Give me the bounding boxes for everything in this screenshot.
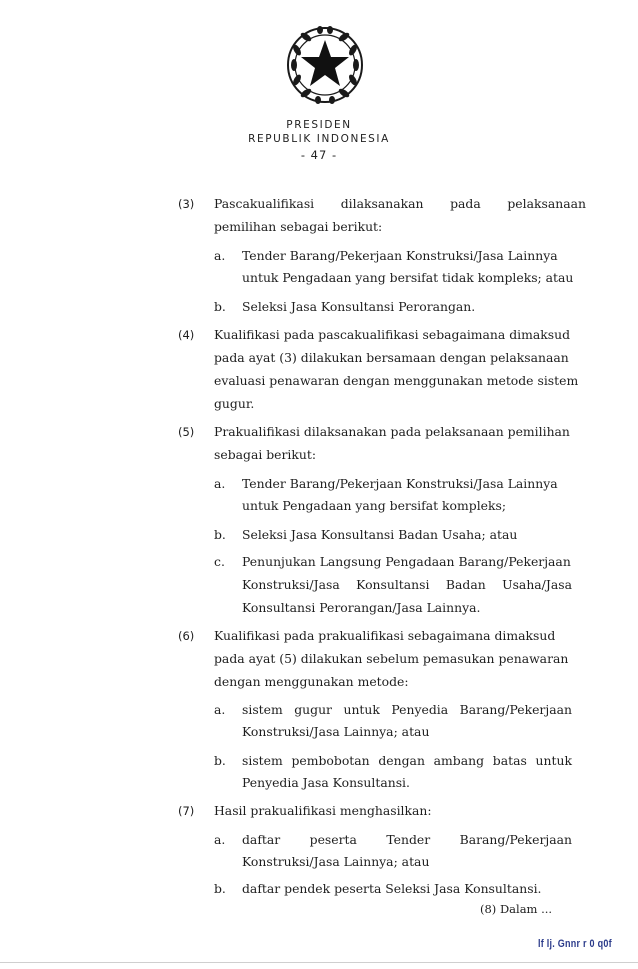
word: Konsultansi <box>356 577 430 592</box>
item-number-4: (4) <box>178 328 195 342</box>
word: Penyedia <box>391 702 449 717</box>
item-6-line-3: dengan menggunakan metode: <box>214 674 409 689</box>
item-6a-line-2: Konstruksi/Jasa Lainnya; atau <box>242 724 430 739</box>
item-5-line-2: sebagai berikut: <box>214 447 317 462</box>
word: Konstruksi/Jasa <box>242 577 340 592</box>
item-number-5: (5) <box>178 425 195 439</box>
word: Pascakualifikasi <box>214 196 315 211</box>
word: ambang <box>433 753 485 768</box>
page-number: - 47 - <box>300 148 338 162</box>
item-3-line-1 <box>214 196 586 212</box>
item-3b-line-1: Seleksi Jasa Konsultansi Perorangan. <box>242 299 476 314</box>
word: daftar <box>242 832 281 847</box>
next-page-reference: (8) Dalam ... <box>480 902 553 916</box>
sub-letter-6b: b. <box>214 753 226 768</box>
item-7a-line-1 <box>242 832 572 848</box>
word: untuk <box>343 702 380 717</box>
item-number-3: (3) <box>178 197 195 211</box>
item-3a-line-2: untuk Pengadaan yang bersifat tidak kompleks; atau <box>242 270 574 285</box>
word: Badan <box>445 577 486 592</box>
item-4-line-4: gugur. <box>214 396 255 411</box>
sub-letter-7b: b. <box>214 881 226 896</box>
sub-letter-6a: a. <box>214 702 226 717</box>
sub-letter-5b: b. <box>214 527 226 542</box>
word: gugur <box>294 702 332 717</box>
sub-letter-3b: b. <box>214 299 226 314</box>
item-6-line-2: pada ayat (5) dilakukan sebelum pemasukan penawaran <box>214 651 569 666</box>
word: batas <box>492 753 527 768</box>
word: pada <box>450 196 481 211</box>
item-5c-line-1: Penunjukan Langsung Pengadaan Barang/Pekerjaan <box>242 554 571 569</box>
item-6b-line-1 <box>242 753 572 769</box>
word: pelaksanaan <box>507 196 586 211</box>
item-4-line-3: evaluasi penawaran dengan menggunakan metode sistem <box>214 373 579 388</box>
presidential-emblem-icon <box>280 20 370 110</box>
word: pembobotan <box>291 753 370 768</box>
item-5b-line-1: Seleksi Jasa Konsultansi Badan Usaha; atau <box>242 527 518 542</box>
word: untuk <box>535 753 572 768</box>
sub-letter-3a: a. <box>214 248 226 263</box>
item-7a-line-2: Konstruksi/Jasa Lainnya; atau <box>242 854 430 869</box>
item-number-6: (6) <box>178 629 195 643</box>
item-6-line-1: Kualifikasi pada prakualifikasi sebagaimana dimaksud <box>214 628 556 643</box>
item-3-line-2: pemilihan sebagai berikut: <box>214 219 383 234</box>
word: sistem <box>242 753 283 768</box>
item-5a-line-1: Tender Barang/Pekerjaan Konstruksi/Jasa Lainnya <box>242 476 558 491</box>
word: Tender <box>386 832 431 847</box>
header-presiden: PRESIDEN <box>286 119 352 131</box>
word: Usaha/Jasa <box>502 577 572 592</box>
item-7-line-1: Hasil prakualifikasi menghasilkan: <box>214 803 432 818</box>
item-4-line-1: Kualifikasi pada pascakualifikasi sebagaimana dimaksud <box>214 327 571 342</box>
word: dengan <box>378 753 425 768</box>
header-republik: REPUBLIK INDONESIA <box>248 133 390 145</box>
sub-letter-5a: a. <box>214 476 226 491</box>
page-code: lf lj. Gnnr r 0 q0f <box>538 938 612 950</box>
word: peserta <box>309 832 357 847</box>
item-3a-line-1: Tender Barang/Pekerjaan Konstruksi/Jasa Lainnya <box>242 248 558 263</box>
sub-letter-7a: a. <box>214 832 226 847</box>
item-5-line-1: Prakualifikasi dilaksanakan pada pelaksanaan pemilihan <box>214 424 570 439</box>
item-7b-line-1: daftar pendek peserta Seleksi Jasa Konsultansi. <box>242 881 542 896</box>
item-6a-line-1 <box>242 702 572 718</box>
sub-letter-5c: c. <box>214 554 225 569</box>
item-5c-line-2 <box>242 577 572 593</box>
item-5c-line-3: Konsultansi Perorangan/Jasa Lainnya. <box>242 600 481 615</box>
item-number-7: (7) <box>178 804 195 818</box>
word: Barang/Pekerjaan <box>459 702 572 717</box>
word: Barang/Pekerjaan <box>459 832 572 847</box>
word: dilaksanakan <box>340 196 424 211</box>
item-6b-line-2: Penyedia Jasa Konsultansi. <box>242 775 410 790</box>
item-5a-line-2: untuk Pengadaan yang bersifat kompleks; <box>242 498 507 513</box>
item-4-line-2: pada ayat (3) dilakukan bersamaan dengan pelaksanaan <box>214 350 569 365</box>
word: sistem <box>242 702 283 717</box>
bottom-divider <box>0 962 638 963</box>
